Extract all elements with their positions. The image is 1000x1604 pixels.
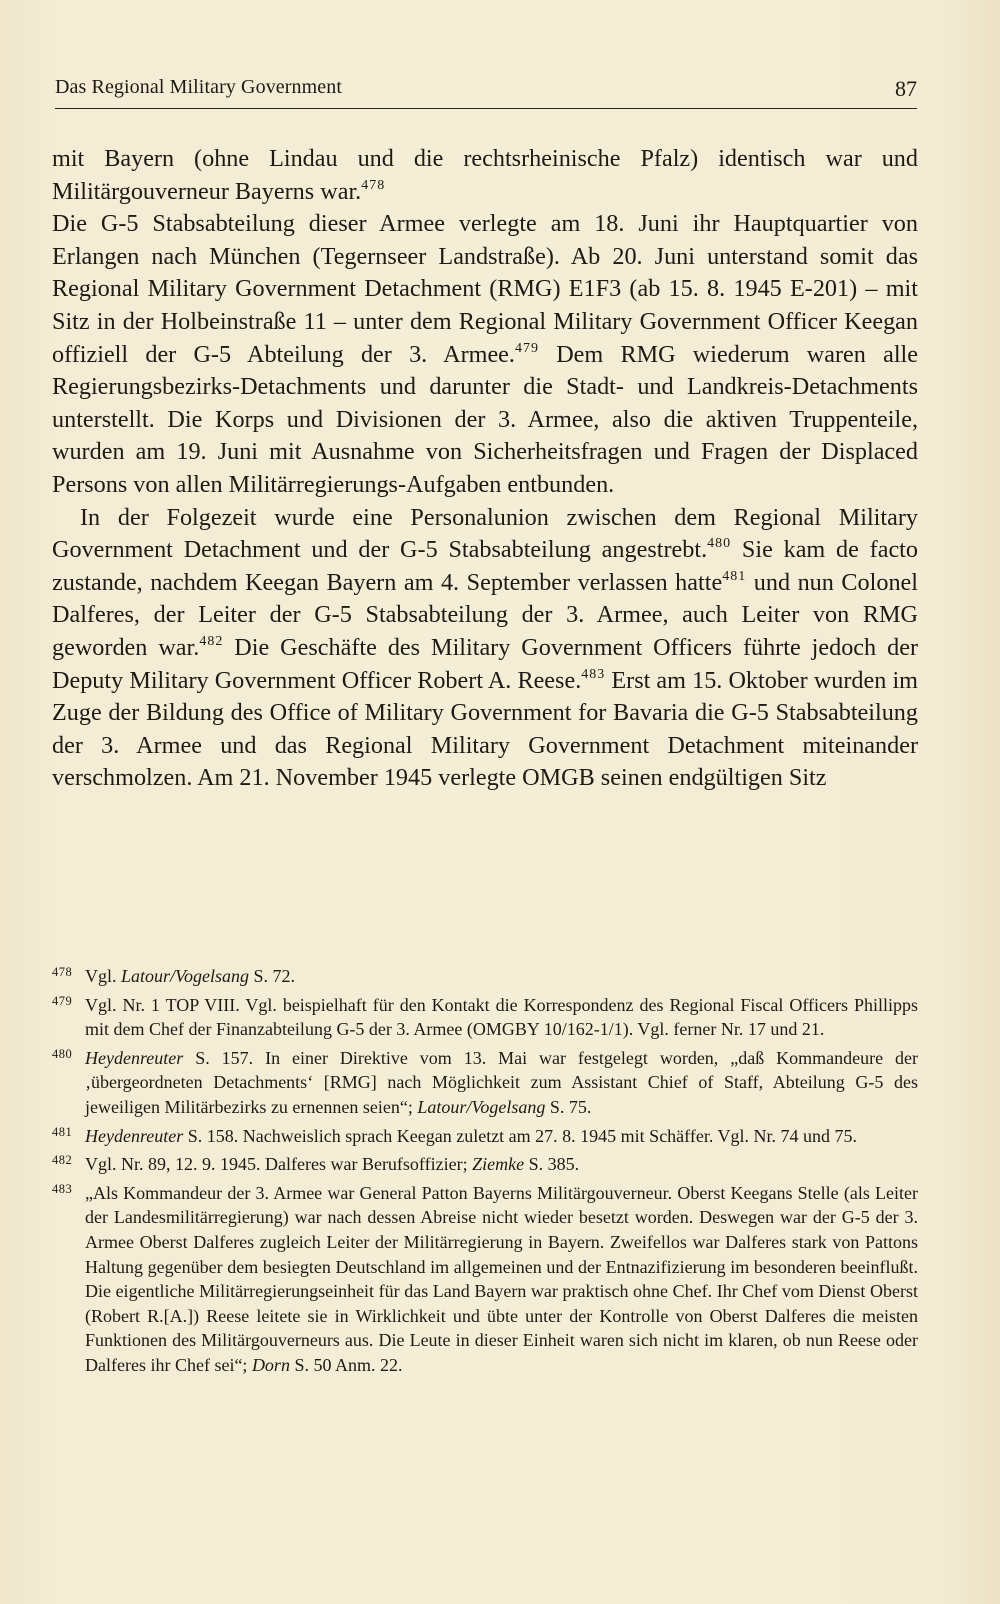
footnote-text: Vgl. Nr. 89, 12. 9. 1945. Dalferes war Berufsoffizier; <box>85 1154 473 1175</box>
footnote-number: 478 <box>52 965 73 979</box>
footnote-text: S. 75. <box>545 1096 592 1117</box>
footnote-ref-480[interactable]: 480 <box>707 536 732 552</box>
footnote-ref-479[interactable]: 479 <box>514 340 539 356</box>
footnote-text: S. 72. <box>249 966 296 986</box>
footnote-citation: Ziemke <box>472 1154 525 1175</box>
footnote-478 <box>52 964 918 989</box>
paragraph-3-text-e: Erst am 15. Oktober wurden im Zuge der Bildung des Office of Military Government for Bavaria die G-5 Stabsabteilung der 3. Armee und das Regional Military Government Detachment miteinander verschmolzen. Am 21. November 1945 verlegte OMGB seinen endgültigen Sitz <box>52 666 918 792</box>
footnote-citation: Heydenreuter <box>85 1125 184 1146</box>
footnote-text: Vgl. Nr. 1 TOP VIII. Vgl. beispielhaft für den Kontakt die Korrespondenz des Regional Fiscal Officers Phillipps mit dem Chef der Finanzabteilung G-5 der 3. Armee (OMGBY 10/162-1/1). Vgl. ferner Nr. 17 und 21. <box>85 994 918 1040</box>
footnote-text: Vgl. <box>85 966 121 986</box>
paragraph-3 <box>52 502 918 795</box>
paragraph-1-text: mit Bayern (ohne Lindau und die rechtsrheinische Pfalz) identisch war und Militärgouverneur Bayerns war. <box>52 145 918 205</box>
paragraph-3-text-c: und nun Colonel Dalferes, der Leiter der G-5 Stabsabteilung der 3. Armee, auch Leiter von RMG geworden war. <box>52 568 919 661</box>
paragraph-2-text-a: Die G-5 Stabsabteilung dieser Armee verlegte am 18. Juni ihr Hauptquartier von Erlangen nach München (Tegernseer Landstraße). Ab 20. Juni unterstand somit das Regional Military Government Detachment (RMG) E1F3 (ab 15. 8. 1945 E-201) – mit Sitz in der Holbeinstraße 11 – unter dem Regional Military Government Officer Keegan offiziell der G-5 Abteilung der 3. Armee. <box>52 210 918 368</box>
footnote-479 <box>52 993 918 1042</box>
footnote-483 <box>52 1181 918 1378</box>
main-text <box>52 143 918 795</box>
footnote-ref-481[interactable]: 481 <box>722 568 747 584</box>
running-title: Das Regional Military Government <box>55 76 343 98</box>
footnote-number: 479 <box>52 993 73 1008</box>
footnote-482 <box>52 1152 918 1177</box>
paragraph-1 <box>52 143 918 208</box>
paragraph-2 <box>52 208 918 501</box>
footnote-ref-478[interactable]: 478 <box>361 177 386 193</box>
footnote-text: „Als Kommandeur der 3. Armee war General Patton Bayerns Militärgouverneur. Oberst Keegans Stelle (als Leiter der Landesmilitärregierung) war nach dessen Abreise nicht wieder besetzt worden. Deswegen war der G-5 der 3. Armee Oberst Dalferes zugleich Leiter der Militärregierung in Bayern. Zweifellos war Dalferes stark von Pattons Haltung gegenüber dem besiegten Deutschland im allgemeinen und der Entnazifizierung im besonderen beeinflußt. Die eigentliche Militärregierungseinheit für das Land Bayern war praktisch ohne Chef. Ihr Chef vom Dienst Oberst (Robert R.[A.]) Reese leitete sie in Wirklichkeit und übte unter der Kontrolle von Oberst Dalferes die meisten Funktionen des Militärgouverneurs aus. Die Leute in dieser Einheit waren sich nicht im klaren, ob nun Reese oder Dalferes ihr Chef sei“; <box>85 1182 918 1375</box>
paragraph-3-text-b: Sie kam de facto zustande, nachdem Keegan Bayern am 4. September verlassen hatte <box>52 536 918 596</box>
paragraph-3-text-d: Die Geschäfte des Military Government Officers führte jedoch der Deputy Military Government Officer Robert A. Reese. <box>52 633 918 694</box>
page-header <box>55 76 917 109</box>
footnote-text: S. 385. <box>524 1154 580 1175</box>
paragraph-2-text-b: Dem RMG wiederum waren alle Regierungsbezirks-Detachments und darunter die Stadt- und Landkreis-Detachments unterstellt. Die Korps und Divisionen der 3. Armee, also die aktiven Truppenteile, wurden am 19. Juni mit Ausnahme von Sicherheitsfragen und Fragen der Displaced Persons von allen Militärregierungs-Aufgaben entbunden. <box>52 340 918 498</box>
footnote-480 <box>52 1046 918 1120</box>
footnote-number: 482 <box>52 1153 73 1168</box>
footnote-number: 481 <box>52 1124 73 1139</box>
footnote-citation: Dorn <box>251 1354 290 1375</box>
footnote-ref-482[interactable]: 482 <box>199 633 224 649</box>
footnote-481 <box>52 1124 918 1149</box>
footnote-text: S. 158. Nachweislich sprach Keegan zuletzt am 27. 8. 1945 mit Schäffer. Vgl. Nr. 74 und 75. <box>183 1125 857 1146</box>
footnote-text: S. 157. In einer Direktive vom 13. Mai war festgelegt worden, „daß Kommandeure der ‚übergeordneten Detachments‘ [RMG] nach Möglichkeit zum Assistant Chief of Staff, Abteilung G-5 des jeweiligen Militärbezirks zu ernennen seien“; <box>85 1047 918 1117</box>
footnote-citation: Heydenreuter <box>85 1047 184 1068</box>
footnote-citation: Latour/Vogelsang <box>417 1096 546 1117</box>
footnote-number: 480 <box>52 1046 73 1061</box>
footnote-citation: Latour/Vogelsang <box>121 966 250 986</box>
page-number: 87 <box>895 76 917 101</box>
footnote-number: 483 <box>52 1181 73 1196</box>
footnotes <box>52 964 918 1382</box>
footnote-ref-483[interactable]: 483 <box>581 666 606 682</box>
paragraph-3-text-a: In der Folgezeit wurde eine Personalunion zwischen dem Regional Military Government Detachment und der G-5 Stabsabteilung angestrebt. <box>52 503 918 564</box>
footnote-text: S. 50 Anm. 22. <box>289 1354 403 1375</box>
